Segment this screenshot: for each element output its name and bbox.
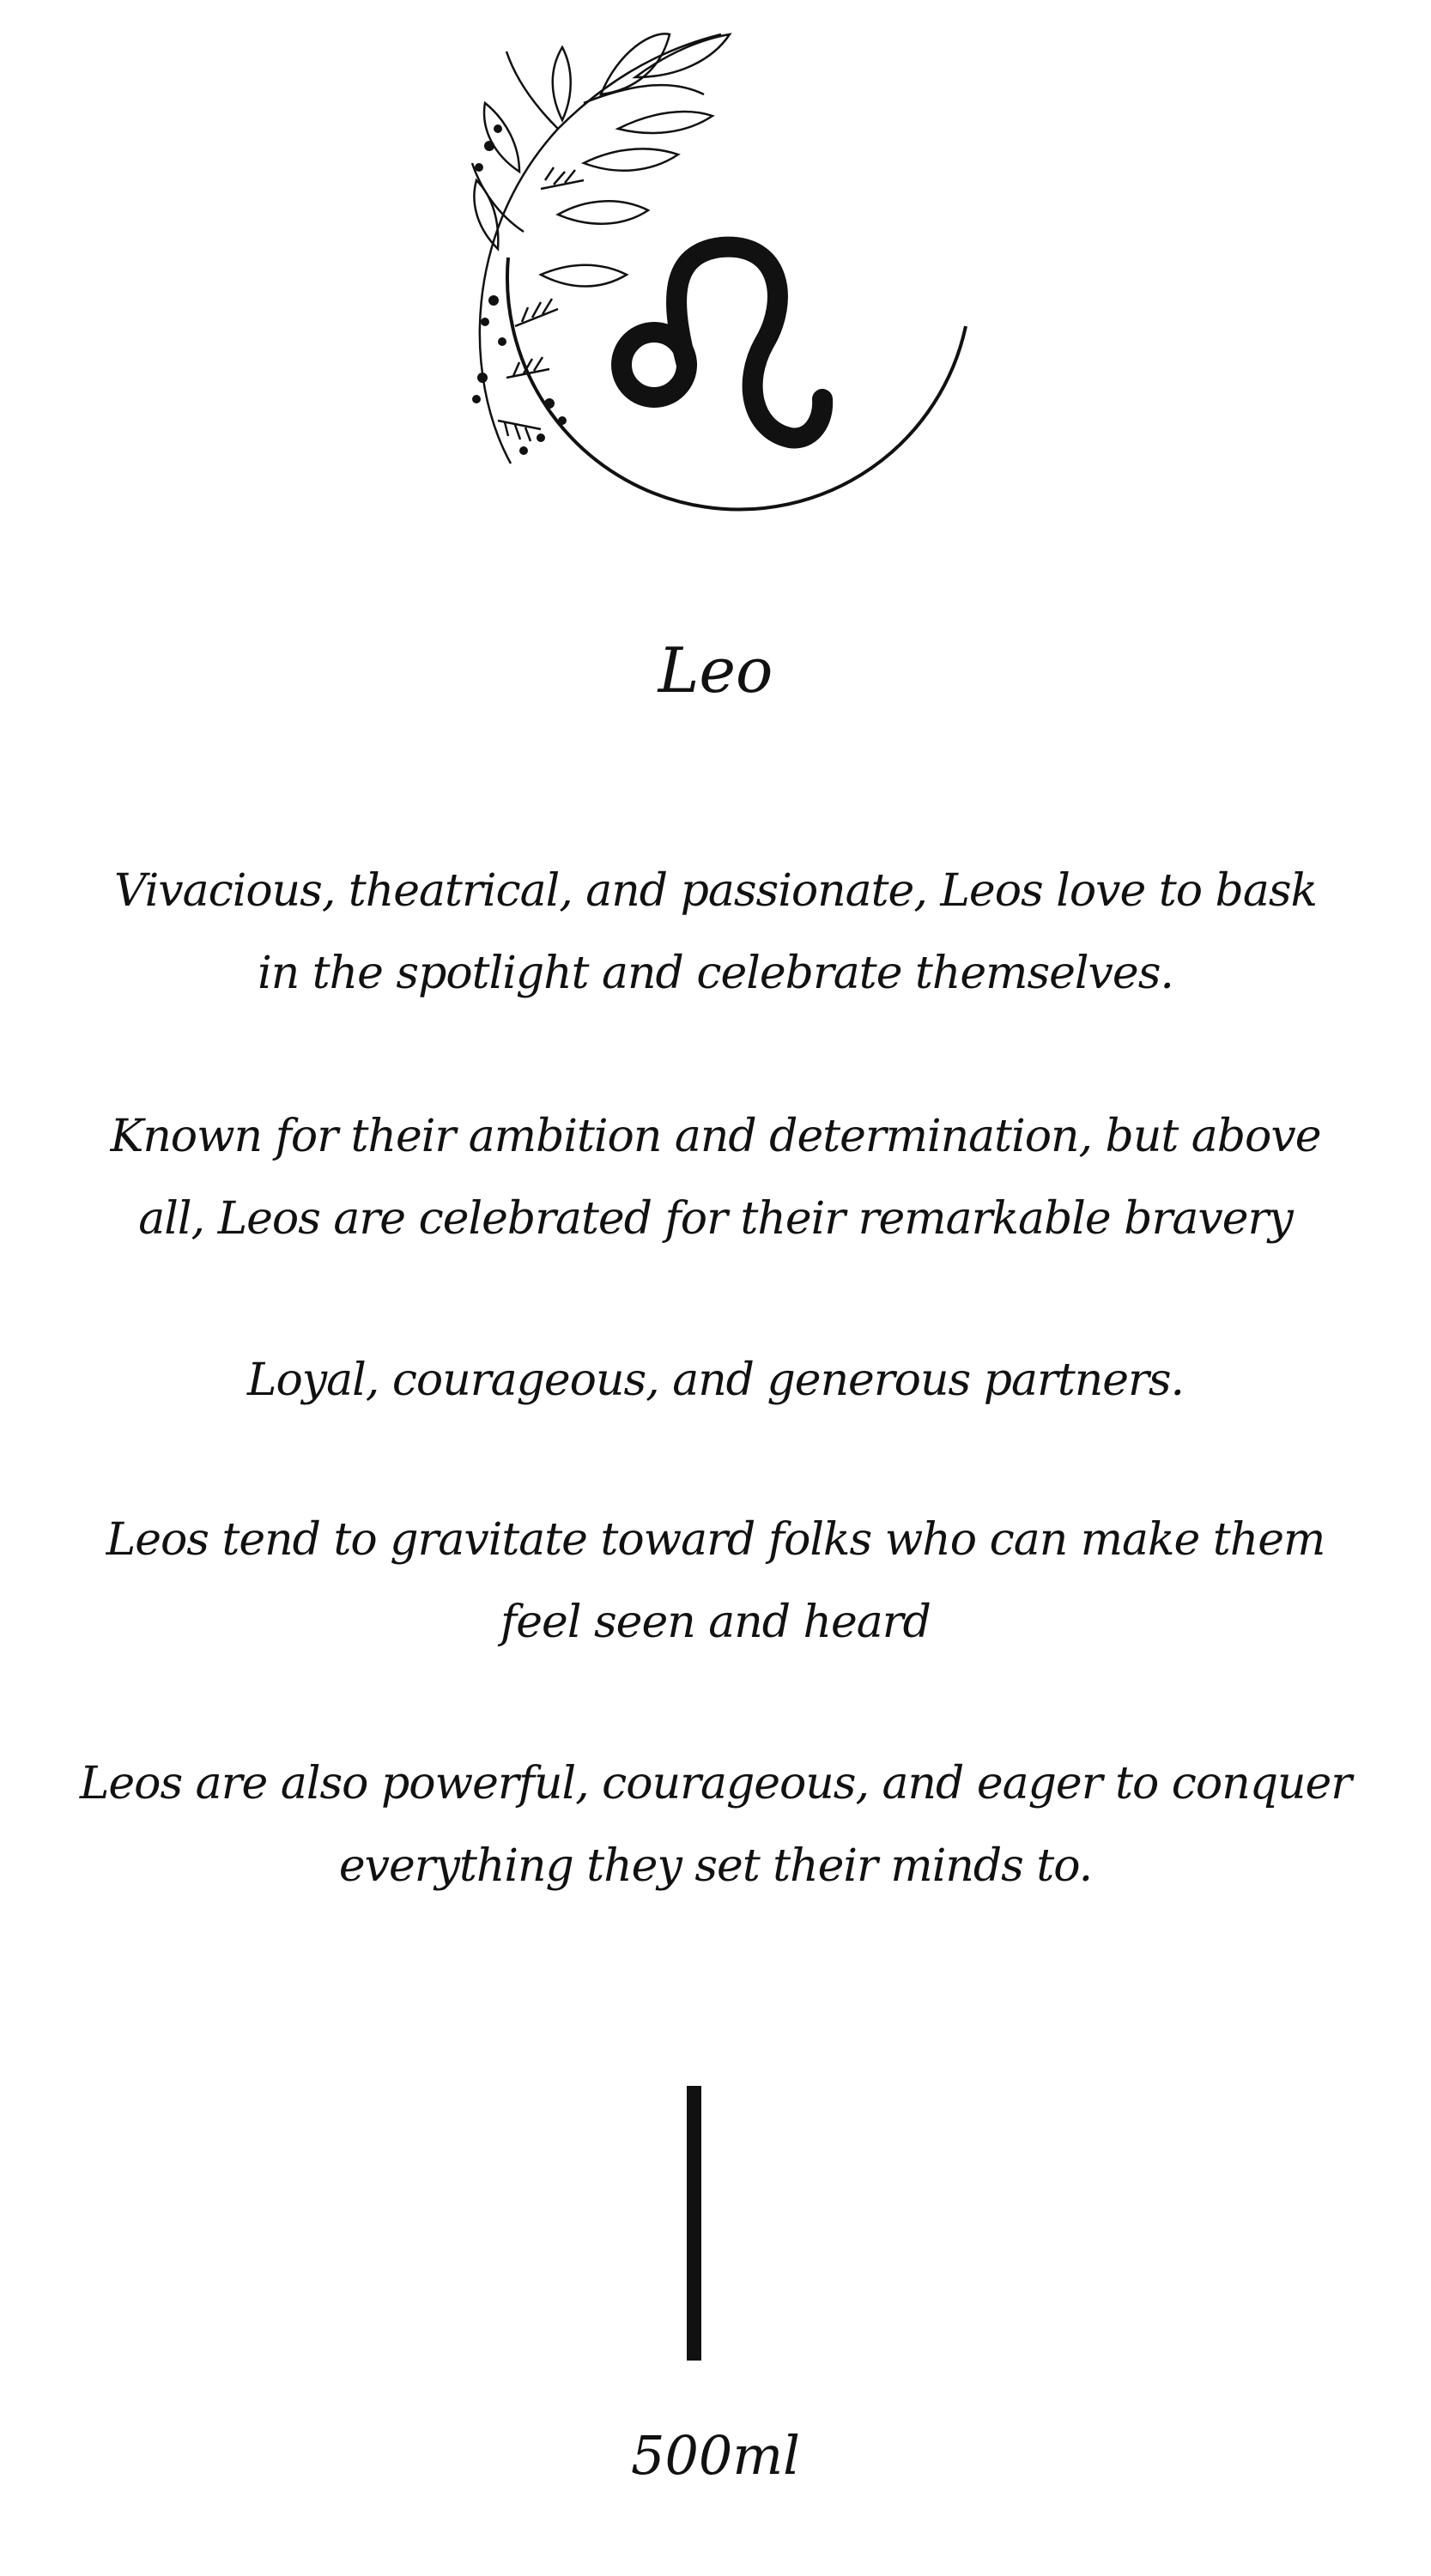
description-paragraph-2 bbox=[0, 1095, 1431, 1260]
description-paragraph-3 bbox=[0, 1339, 1431, 1421]
paragraph-line: everything they set their minds to. bbox=[338, 1840, 1093, 1892]
circle-arc bbox=[507, 258, 966, 510]
wreath-berries bbox=[472, 124, 567, 455]
description-paragraph-4 bbox=[0, 1499, 1431, 1664]
leo-emblem bbox=[412, 17, 1030, 601]
leo-zodiac-icon bbox=[622, 247, 822, 439]
paragraph-line: all, Leos are celebrated for their remarkable bravery bbox=[138, 1193, 1293, 1245]
description-paragraph-1 bbox=[0, 850, 1431, 1015]
vertical-divider bbox=[687, 2086, 701, 2361]
volume-label: 500ml bbox=[631, 2424, 800, 2487]
description-paragraph-5 bbox=[0, 1743, 1431, 1907]
paragraph-line: in the spotlight and celebrate themselves. bbox=[258, 948, 1173, 999]
page-title: Leo bbox=[658, 634, 773, 706]
paragraph-line: Leos tend to gravitate toward folks who can make them bbox=[106, 1514, 1325, 1566]
paragraph-line: feel seen and heard bbox=[500, 1597, 931, 1648]
paragraph-line: Leos are also powerful, courageous, and eager to conquer bbox=[79, 1758, 1352, 1809]
paragraph-line: Vivacious, theatrical, and passionate, Leos love to bask bbox=[113, 865, 1318, 917]
paragraph-line: Loyal, courageous, and generous partners. bbox=[246, 1355, 1185, 1406]
paragraph-line: Known for their ambition and determination, but above bbox=[110, 1111, 1321, 1162]
